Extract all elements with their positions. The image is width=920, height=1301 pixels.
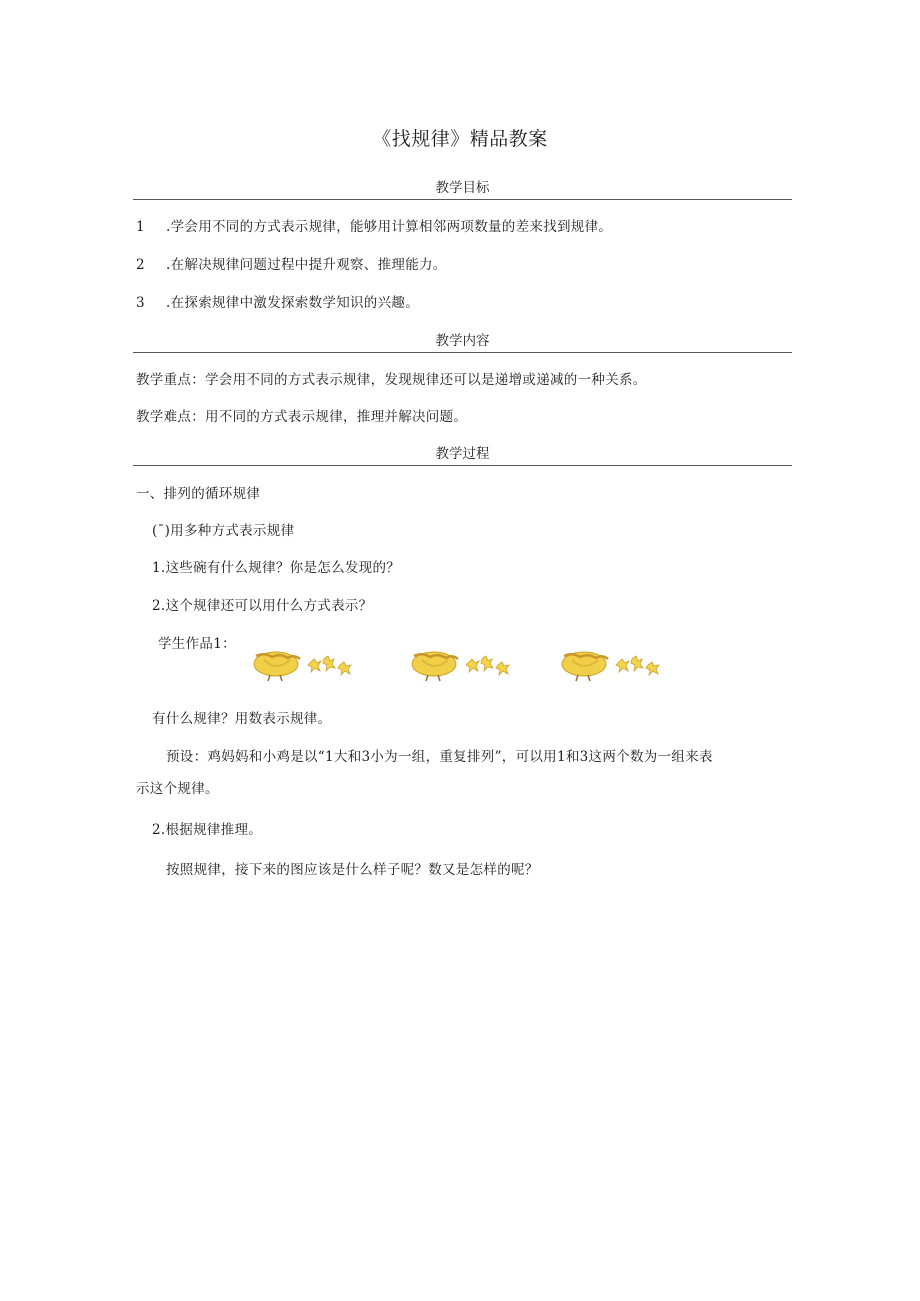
goal-item-2 xyxy=(136,253,447,273)
goal-item-text: .在解决规律问题过程中提升观察、推理能力。 xyxy=(166,257,447,273)
section-heading-content: 教学内容 xyxy=(133,329,792,353)
preset-answer-line1: 预设：鸡妈妈和小鸡是以“1大和3小为一组，重复排列”，可以用1和3这两个数为一组来表 xyxy=(166,749,713,765)
part-heading: 一、排列的循环规律 xyxy=(136,486,261,502)
question-2: 2.这个规律还可以用什么方式表示？ xyxy=(152,598,373,614)
chicks-icon xyxy=(464,655,514,677)
document-title: 《找规律》精品教案 xyxy=(372,128,548,150)
goal-item-number: 3 xyxy=(136,295,145,311)
section-heading-process: 教学过程 xyxy=(133,442,792,466)
chick-group xyxy=(408,650,508,682)
goal-item-text: .学会用不同的方式表示规律，能够用计算相邻两项数量的差来找到规律。 xyxy=(166,219,613,235)
chick-group xyxy=(558,650,658,682)
goal-item-1 xyxy=(136,215,612,235)
goal-item-text: .在探索规律中激发探索数学知识的兴趣。 xyxy=(166,295,419,311)
goal-item-3 xyxy=(136,291,419,311)
hen-and-chicks-illustration xyxy=(250,650,670,682)
goal-item-number: 1 xyxy=(136,219,145,235)
hen-icon xyxy=(558,650,614,682)
sub-heading: (ˉ)用多种方式表示规律 xyxy=(152,523,295,539)
chicks-icon xyxy=(306,655,356,677)
pattern-question: 有什么规律？用数表示规律。 xyxy=(152,711,332,727)
question-4: 按照规律，接下来的图应该是什么样子呢？数又是怎样的呢？ xyxy=(166,862,539,878)
difficulty-point: 教学难点：用不同的方式表示规律，推理并解决问题。 xyxy=(136,409,468,425)
key-point: 教学重点：学会用不同的方式表示规律，发现规律还可以是递增或递减的一种关系。 xyxy=(136,372,647,388)
question-3: 2.根据规律推理。 xyxy=(152,822,263,838)
preset-answer-line2: 示这个规律。 xyxy=(136,781,219,797)
chicks-icon xyxy=(614,655,664,677)
goal-item-number: 2 xyxy=(136,257,145,273)
chick-group xyxy=(250,650,350,682)
section-heading-goals: 教学目标 xyxy=(133,176,792,200)
hen-icon xyxy=(408,650,464,682)
student-work-label: 学生作品1： xyxy=(158,636,236,652)
question-1: 1.这些碗有什么规律？你是怎么发现的？ xyxy=(152,560,401,576)
hen-icon xyxy=(250,650,306,682)
